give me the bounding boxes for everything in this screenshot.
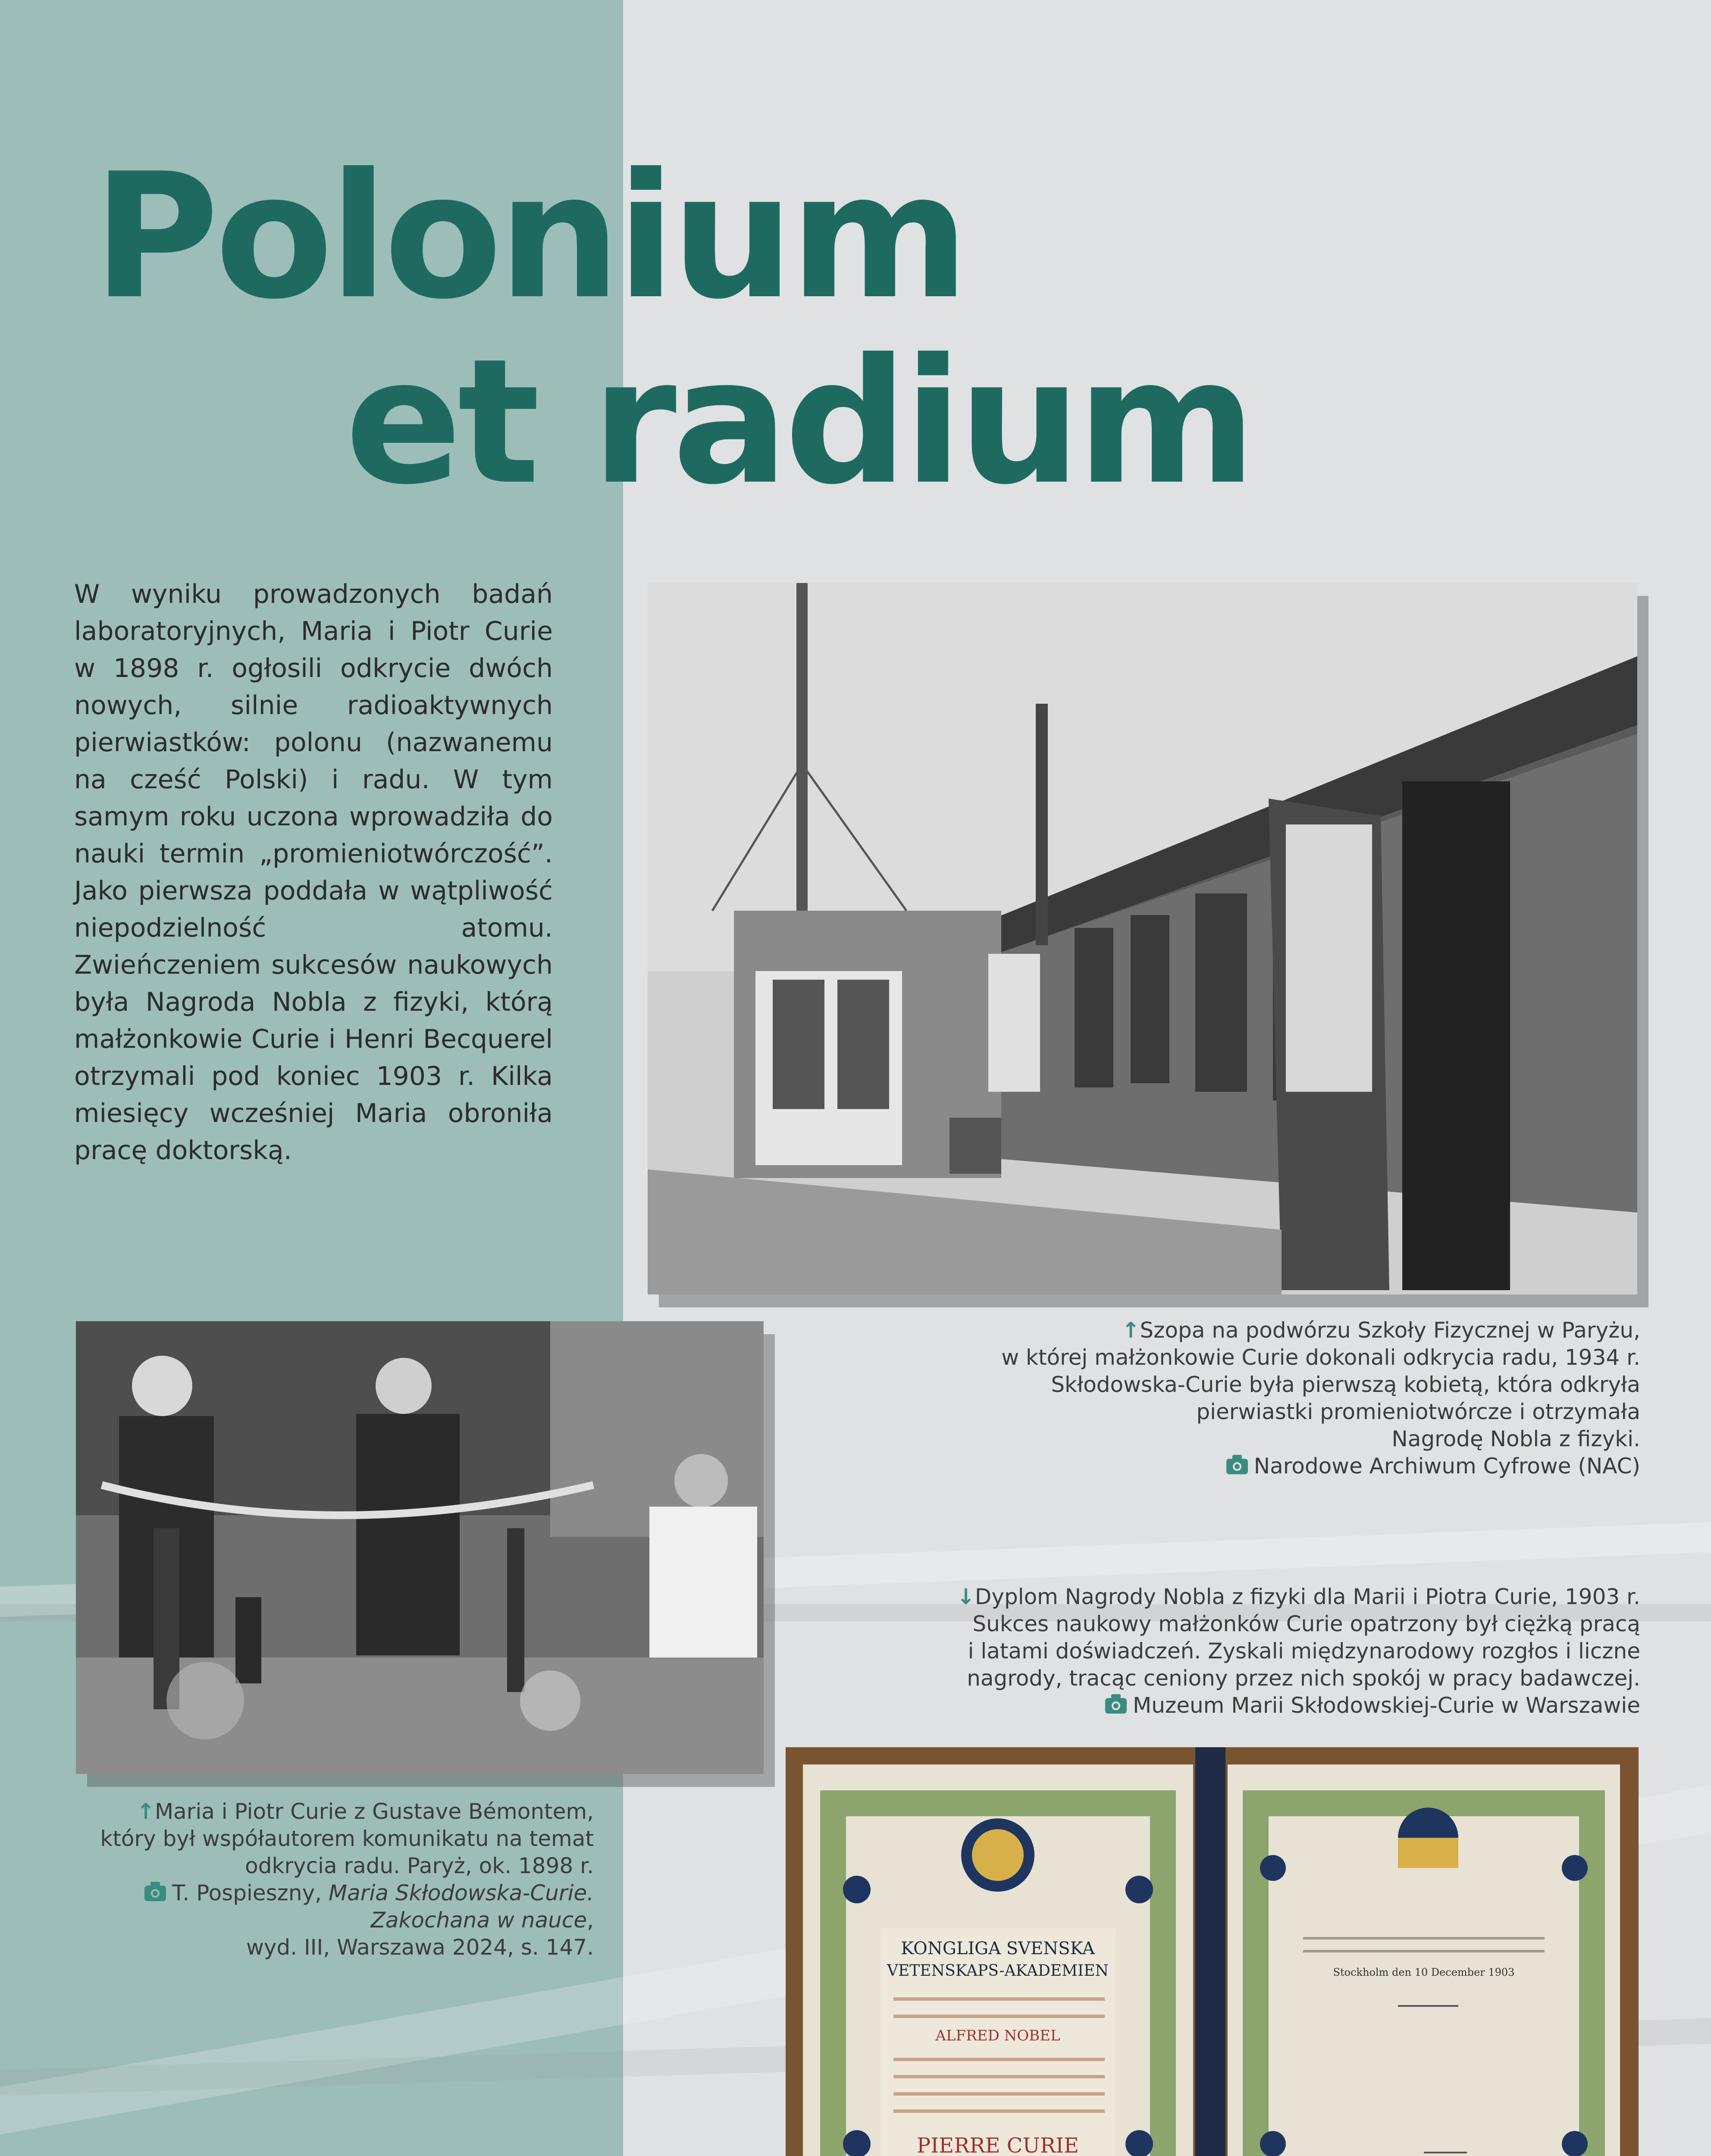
arrow-down-icon: ↓ [956, 1584, 975, 1609]
arrow-up-icon: ↑ [1122, 1318, 1140, 1343]
shed-illustration [648, 583, 1637, 1294]
diploma-heading-2: VETENSKAPS-AKADEMIEN [887, 1962, 1109, 1980]
caption-diploma: ↓Dyplom Nagrody Nobla z fizyki dla Marii i Piotra Curie, 1903 r. Sukces naukowy małżonków Curie opatrzony był ciężką pracą i latami doświadczeń. Zyskali międzynarodowy rozgłos i liczne nagrody, tracąc ceniony przez nich spokój w pracy badawczej. Muzeum Marii Skłodowskiej-Curie w Warszawie [956, 1584, 1640, 1718]
intro-paragraph: W wyniku prowadzonych badań laboratoryjnych, Maria i Piotr Curie w 1898 r. ogłosili odkrycie dwóch nowych, silnie radioaktywnych pierwiastków: polonu (nazwanemu na cześć Polski) i radu. W tym samym roku uczona wprowadziła do nauki termin „promieniotwórczość”. Jako pierwsza poddała w wątpliwość niepodzielność atomu. Zwieńczeniem sukcesów naukowych była Nagroda Nobla z fizyki, którą małżonkowie Curie i Henri Becquerel otrzymali pod koniec 1903 r. Kilka miesięcy wcześniej Maria obroniła pracę doktorską. [74, 579, 553, 1166]
photo-nobel-diploma [786, 1747, 1639, 2156]
photo-laboratory-shed [648, 583, 1637, 1294]
photo-curies-with-bemont [76, 1321, 764, 1774]
portrait-illustration [76, 1321, 764, 1774]
diploma-illustration [786, 1747, 1639, 2156]
page-title-line-2: et radium [345, 322, 1252, 523]
diploma-name-pierre: PIERRE CURIE [916, 2134, 1079, 2156]
caption-shed: ↑Szopa na podwórzu Szkoły Fizycznej w Paryżu, w której małżonkowie Curie dokonali odkrycia radu, 1934 r. Skłodowska-Curie była pierwszą kobietą, która odkryła pierwiastki promieniotwórcze i otrzymała Nagrodę Nobla z fizyki. Narodowe Archiwum Cyfrowe (NAC) [1001, 1318, 1640, 1479]
arrow-up-icon: ↑ [137, 1799, 155, 1824]
camera-icon [144, 1886, 166, 1901]
diploma-nobel: ALFRED NOBEL [935, 2027, 1060, 2044]
caption-portrait: ↑Maria i Piotr Curie z Gustave Bémontem, który był współautorem komunikatu na temat odkrycia radu. Paryż, ok. 1898 r. T. Pospieszny, Maria Skłodowska-Curie. Zakochana w nauce, wyd. III, Warszawa 2024, s. 147. [100, 1799, 594, 1960]
diploma-heading-1: KONGLIGA SVENSKA [901, 1939, 1095, 1959]
diploma-place-date: Stockholm den 10 December 1903 [1333, 1966, 1515, 1978]
page-title-line-1: Polonium [93, 137, 965, 337]
camera-icon [1105, 1698, 1127, 1714]
camera-icon [1226, 1459, 1248, 1474]
